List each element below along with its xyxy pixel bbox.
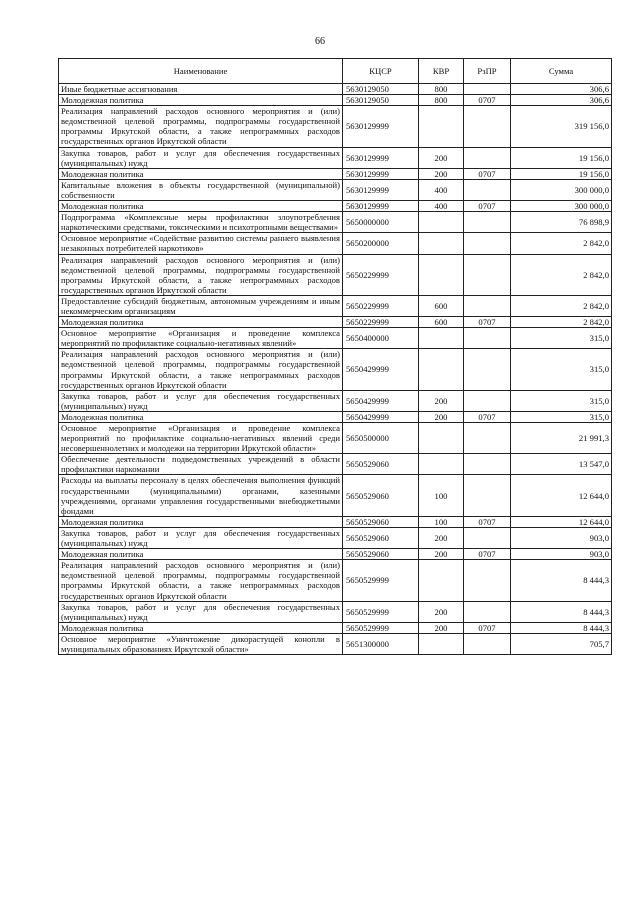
cell-kvr: 100 xyxy=(419,516,464,527)
cell-kcsr: 5630129999 xyxy=(343,201,419,212)
table-row xyxy=(59,622,612,633)
cell-sum: 8 444,3 xyxy=(511,560,612,601)
table-body xyxy=(59,84,612,655)
cell-name: Расходы на выплаты персоналу в целях обеспечения выполнения функций государственными (муниципальными) органами, казенными учреждениями, органами управления государственными внебюджетными фондами xyxy=(59,475,343,516)
cell-rzpr xyxy=(464,106,511,147)
table-row xyxy=(59,454,612,475)
cell-kvr xyxy=(419,454,464,475)
table-row xyxy=(59,106,612,147)
cell-kcsr: 5630129050 xyxy=(343,84,419,95)
cell-rzpr xyxy=(464,390,511,411)
header-kcsr: КЦСР xyxy=(343,59,419,84)
cell-kvr xyxy=(419,633,464,654)
table-row xyxy=(59,254,612,295)
cell-kvr xyxy=(419,560,464,601)
cell-kvr: 200 xyxy=(419,549,464,560)
cell-rzpr xyxy=(464,212,511,233)
cell-kvr: 200 xyxy=(419,527,464,548)
table-row xyxy=(59,295,612,316)
cell-sum: 19 156,0 xyxy=(511,168,612,179)
cell-name: Реализация направлений расходов основного мероприятия и (или) ведомственной целевой программы, подпрограммы государственной программы Иркутской области, а также непрограммных расходов государственных органов Иркутской области xyxy=(59,254,343,295)
cell-sum: 8 444,3 xyxy=(511,601,612,622)
cell-name: Реализация направлений расходов основного мероприятия и (или) ведомственной целевой программы, подпрограммы государственной программы Иркутской области, а также непрограммных расходов государственных органов Иркутской области xyxy=(59,560,343,601)
cell-kcsr: 5630129999 xyxy=(343,179,419,200)
table-row xyxy=(59,168,612,179)
cell-rzpr xyxy=(464,633,511,654)
table-row xyxy=(59,601,612,622)
cell-kcsr: 5650400000 xyxy=(343,328,419,349)
cell-kvr xyxy=(419,233,464,254)
page-number: 66 xyxy=(315,36,325,47)
table-row xyxy=(59,560,612,601)
cell-kcsr: 5650529060 xyxy=(343,527,419,548)
header-kvr: КВР xyxy=(419,59,464,84)
cell-name: Капитальные вложения в объекты государственной (муниципальной) собственности xyxy=(59,179,343,200)
cell-name: Закупка товаров, работ и услуг для обеспечения государственных (муниципальных) нужд xyxy=(59,601,343,622)
cell-kvr xyxy=(419,349,464,390)
table-row xyxy=(59,95,612,106)
cell-kcsr: 5650529060 xyxy=(343,516,419,527)
cell-name: Молодежная политика xyxy=(59,168,343,179)
cell-name: Реализация направлений расходов основного мероприятия и (или) ведомственной целевой программы, подпрограммы государственной программы Иркутской области, а также непрограммных расходов государственных органов Иркутской области xyxy=(59,106,343,147)
cell-kvr xyxy=(419,106,464,147)
cell-sum: 315,0 xyxy=(511,390,612,411)
table-row xyxy=(59,549,612,560)
cell-kvr xyxy=(419,328,464,349)
cell-kvr: 200 xyxy=(419,147,464,168)
cell-sum: 315,0 xyxy=(511,349,612,390)
cell-kvr: 200 xyxy=(419,168,464,179)
cell-sum: 315,0 xyxy=(511,328,612,349)
cell-rzpr xyxy=(464,560,511,601)
cell-kcsr: 5650429999 xyxy=(343,411,419,422)
cell-kvr: 100 xyxy=(419,475,464,516)
cell-name: Молодежная политика xyxy=(59,622,343,633)
cell-rzpr xyxy=(464,328,511,349)
cell-name: Основное мероприятие «Организация и проведение комплекса мероприятий по профилактике социально-негативных явлений среди несовершеннолетних и молодежи на территории Иркутской области» xyxy=(59,423,343,454)
cell-kcsr: 5650500000 xyxy=(343,423,419,454)
cell-sum: 2 842,0 xyxy=(511,317,612,328)
cell-name: Основное мероприятие «Содействие развитию системы раннего выявления незаконных потребителей наркотиков» xyxy=(59,233,343,254)
cell-sum: 2 842,0 xyxy=(511,233,612,254)
table-header-row xyxy=(59,59,612,84)
cell-rzpr xyxy=(464,179,511,200)
cell-kcsr: 5650229999 xyxy=(343,317,419,328)
cell-kvr: 400 xyxy=(419,201,464,212)
cell-rzpr xyxy=(464,454,511,475)
cell-name: Молодежная политика xyxy=(59,201,343,212)
cell-name: Молодежная политика xyxy=(59,549,343,560)
cell-kvr: 200 xyxy=(419,601,464,622)
cell-name: Основное мероприятие «Уничтожение дикорастущей конопли в муниципальных образованиях Иркутской области» xyxy=(59,633,343,654)
cell-sum: 705,7 xyxy=(511,633,612,654)
cell-kcsr: 5650429999 xyxy=(343,390,419,411)
cell-kcsr: 5650200000 xyxy=(343,233,419,254)
cell-kvr xyxy=(419,254,464,295)
cell-name: Обеспечение деятельности подведомственных учреждений в области профилактики наркомании xyxy=(59,454,343,475)
cell-kvr: 200 xyxy=(419,411,464,422)
cell-rzpr: 0707 xyxy=(464,95,511,106)
cell-kvr: 800 xyxy=(419,84,464,95)
cell-kcsr: 5650529060 xyxy=(343,454,419,475)
cell-name: Предоставление субсидий бюджетным, автономным учреждениям и иным некоммерческим организациям xyxy=(59,295,343,316)
cell-rzpr xyxy=(464,475,511,516)
table-row xyxy=(59,317,612,328)
cell-kcsr: 5651300000 xyxy=(343,633,419,654)
table-row xyxy=(59,411,612,422)
table-row xyxy=(59,475,612,516)
cell-sum: 300 000,0 xyxy=(511,179,612,200)
cell-kcsr: 5650429999 xyxy=(343,349,419,390)
cell-kvr: 200 xyxy=(419,622,464,633)
cell-kvr: 800 xyxy=(419,95,464,106)
cell-name: Реализация направлений расходов основного мероприятия и (или) ведомственной целевой программы, подпрограммы государственной программы Иркутской области, а также непрограммных расходов государственных органов Иркутской области xyxy=(59,349,343,390)
cell-sum: 306,6 xyxy=(511,95,612,106)
cell-sum: 319 156,0 xyxy=(511,106,612,147)
cell-name: Иные бюджетные ассигнования xyxy=(59,84,343,95)
header-sum: Сумма xyxy=(511,59,612,84)
cell-sum: 903,0 xyxy=(511,527,612,548)
cell-rzpr xyxy=(464,349,511,390)
cell-sum: 12 644,0 xyxy=(511,516,612,527)
cell-rzpr xyxy=(464,601,511,622)
budget-table xyxy=(58,58,612,655)
cell-name: Закупка товаров, работ и услуг для обеспечения государственных (муниципальных) нужд xyxy=(59,390,343,411)
cell-sum: 903,0 xyxy=(511,549,612,560)
cell-kvr xyxy=(419,212,464,233)
cell-kvr: 600 xyxy=(419,295,464,316)
cell-sum: 12 644,0 xyxy=(511,475,612,516)
cell-kcsr: 5630129999 xyxy=(343,106,419,147)
cell-name: Молодежная политика xyxy=(59,516,343,527)
table-row xyxy=(59,328,612,349)
cell-kcsr: 5650229999 xyxy=(343,295,419,316)
cell-sum: 19 156,0 xyxy=(511,147,612,168)
table-row xyxy=(59,84,612,95)
cell-sum: 300 000,0 xyxy=(511,201,612,212)
cell-rzpr xyxy=(464,147,511,168)
table-row xyxy=(59,179,612,200)
table-row xyxy=(59,233,612,254)
cell-name: Молодежная политика xyxy=(59,411,343,422)
table-row xyxy=(59,201,612,212)
cell-rzpr xyxy=(464,254,511,295)
cell-rzpr: 0707 xyxy=(464,317,511,328)
cell-kcsr: 5630129050 xyxy=(343,95,419,106)
cell-rzpr: 0707 xyxy=(464,411,511,422)
cell-name: Молодежная политика xyxy=(59,317,343,328)
table-row xyxy=(59,633,612,654)
table-row xyxy=(59,390,612,411)
table-row xyxy=(59,212,612,233)
table-row xyxy=(59,147,612,168)
cell-name: Основное мероприятие «Организация и проведение комплекса мероприятий по профилактике социально-негативных явлений» xyxy=(59,328,343,349)
cell-kcsr: 5650529999 xyxy=(343,601,419,622)
cell-sum: 21 991,3 xyxy=(511,423,612,454)
cell-name: Закупка товаров, работ и услуг для обеспечения государственных (муниципальных) нужд xyxy=(59,147,343,168)
header-rzpr: РзПР xyxy=(464,59,511,84)
cell-rzpr: 0707 xyxy=(464,201,511,212)
table-row xyxy=(59,516,612,527)
table-row xyxy=(59,349,612,390)
cell-rzpr xyxy=(464,84,511,95)
cell-kcsr: 5650529999 xyxy=(343,560,419,601)
cell-kcsr: 5650529060 xyxy=(343,549,419,560)
cell-kcsr: 5650529060 xyxy=(343,475,419,516)
cell-sum: 2 842,0 xyxy=(511,295,612,316)
table-row xyxy=(59,423,612,454)
cell-rzpr xyxy=(464,423,511,454)
cell-kcsr: 5630129999 xyxy=(343,147,419,168)
cell-sum: 2 842,0 xyxy=(511,254,612,295)
cell-rzpr xyxy=(464,295,511,316)
cell-kcsr: 5650000000 xyxy=(343,212,419,233)
cell-name: Молодежная политика xyxy=(59,95,343,106)
cell-sum: 306,6 xyxy=(511,84,612,95)
cell-kcsr: 5650229999 xyxy=(343,254,419,295)
cell-kvr xyxy=(419,423,464,454)
cell-name: Закупка товаров, работ и услуг для обеспечения государственных (муниципальных) нужд xyxy=(59,527,343,548)
cell-sum: 8 444,3 xyxy=(511,622,612,633)
cell-rzpr: 0707 xyxy=(464,622,511,633)
header-name: Наименование xyxy=(59,59,343,84)
cell-rzpr: 0707 xyxy=(464,516,511,527)
cell-rzpr: 0707 xyxy=(464,549,511,560)
cell-kvr: 400 xyxy=(419,179,464,200)
cell-rzpr: 0707 xyxy=(464,168,511,179)
cell-kvr: 600 xyxy=(419,317,464,328)
cell-kcsr: 5630129999 xyxy=(343,168,419,179)
cell-rzpr xyxy=(464,233,511,254)
table-row xyxy=(59,527,612,548)
cell-sum: 13 547,0 xyxy=(511,454,612,475)
cell-sum: 76 898,9 xyxy=(511,212,612,233)
cell-kvr: 200 xyxy=(419,390,464,411)
cell-name: Подпрограмма «Комплексные меры профилактики злоупотребления наркотическими средствами, токсическими и психотропными веществами» xyxy=(59,212,343,233)
cell-sum: 315,0 xyxy=(511,411,612,422)
cell-kcsr: 5650529999 xyxy=(343,622,419,633)
cell-rzpr xyxy=(464,527,511,548)
